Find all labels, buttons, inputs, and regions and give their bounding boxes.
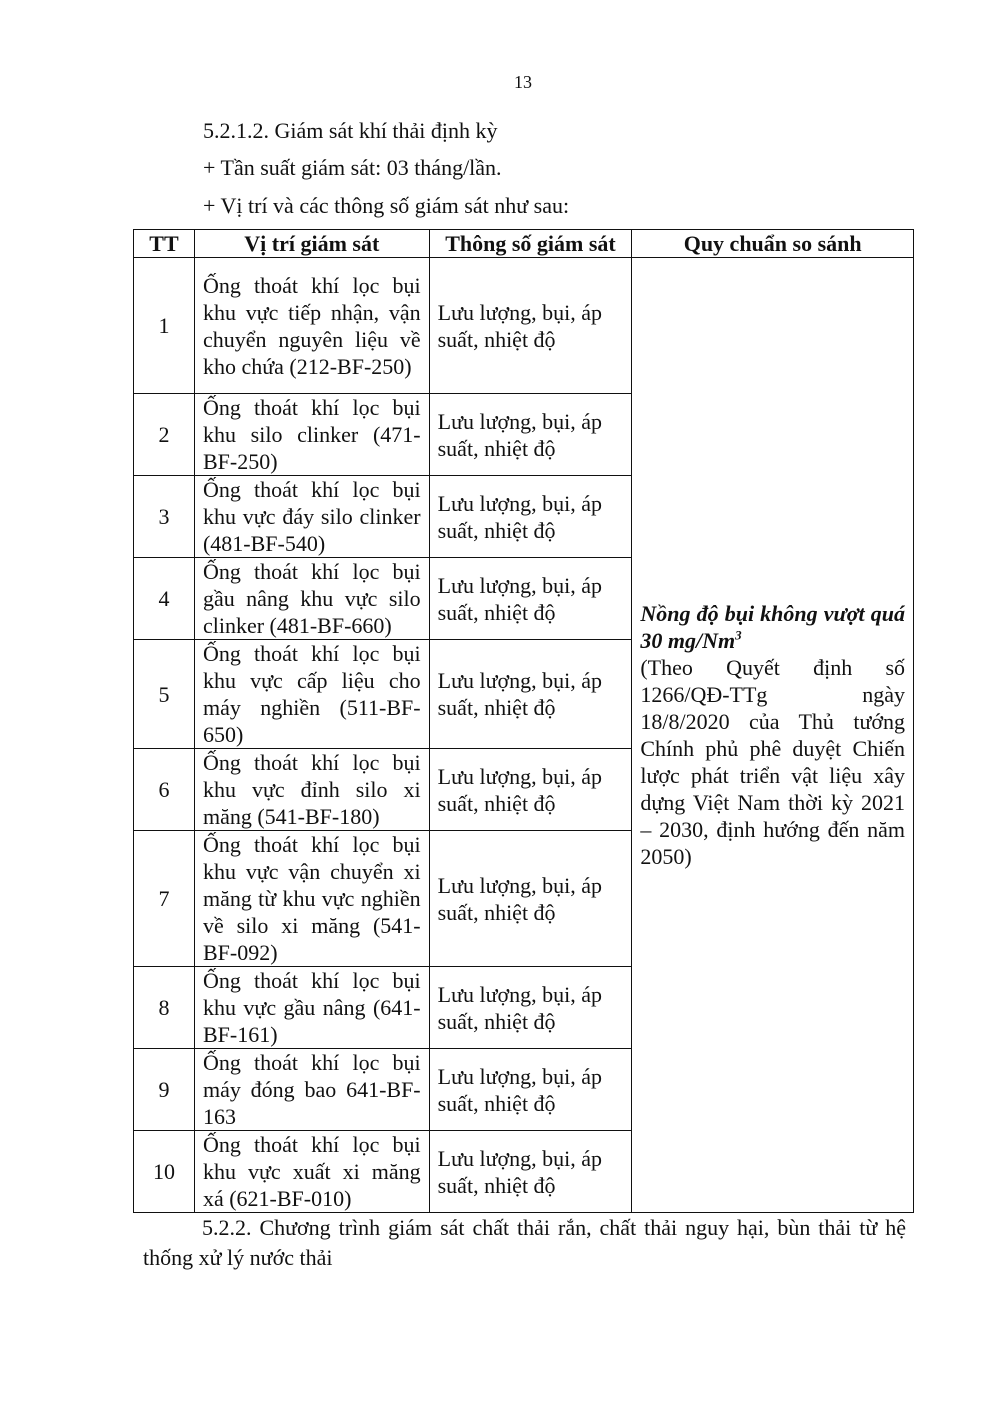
row-parameters: Lưu lượng, bụi, áp suất, nhiệt độ: [429, 258, 632, 394]
section-heading: 5.2.1.2. Giám sát khí thải định kỳ: [203, 118, 498, 143]
monitoring-table: [133, 229, 914, 1213]
table-row: [134, 258, 914, 394]
header-tt: TT: [134, 230, 195, 258]
standard-limit: [640, 600, 905, 654]
row-tt: 1: [134, 258, 195, 394]
standard-limit-text: Nồng độ bụi không vượt quá 30 mg/Nm: [640, 601, 905, 653]
row-location: Ống thoát khí lọc bụi gầu nâng khu vực silo clinker (481-BF-660): [194, 558, 429, 640]
page-number: 13: [514, 72, 532, 92]
row-tt: 10: [134, 1131, 195, 1213]
row-tt: 5: [134, 640, 195, 749]
row-location: Ống thoát khí lọc bụi khu vực đáy silo clinker (481-BF-540): [194, 476, 429, 558]
row-tt: 2: [134, 394, 195, 476]
row-tt: 7: [134, 831, 195, 967]
row-parameters: Lưu lượng, bụi, áp suất, nhiệt độ: [429, 640, 632, 749]
row-location: Ống thoát khí lọc bụi khu vực vận chuyển xi măng từ khu vực nghiền về silo xi măng (541-BF-092): [194, 831, 429, 967]
header-standard: Quy chuẩn so sánh: [632, 230, 914, 258]
next-section-heading: 5.2.2. Chương trình giám sát chất thải rắn, chất thải nguy hại, bùn thải từ hệ thống xử lý nước thải: [143, 1215, 906, 1270]
row-parameters: Lưu lượng, bụi, áp suất, nhiệt độ: [429, 967, 632, 1049]
intro-line: + Vị trí và các thông số giám sát như sau:: [203, 193, 570, 218]
standard-reference: (Theo Quyết định số 1266/QĐ-TTg ngày 18/8/2020 của Thủ tướng Chính phủ phê duyệt Chiến lược phát triển vật liệu xây dựng Việt Nam thời kỳ 2021 – 2030, định hướng đến năm 2050): [640, 655, 905, 869]
row-parameters: Lưu lượng, bụi, áp suất, nhiệt độ: [429, 394, 632, 476]
row-parameters: Lưu lượng, bụi, áp suất, nhiệt độ: [429, 558, 632, 640]
row-location: Ống thoát khí lọc bụi khu vực xuất xi măng xá (621-BF-010): [194, 1131, 429, 1213]
row-parameters: Lưu lượng, bụi, áp suất, nhiệt độ: [429, 831, 632, 967]
row-parameters: Lưu lượng, bụi, áp suất, nhiệt độ: [429, 1131, 632, 1213]
row-tt: 4: [134, 558, 195, 640]
row-parameters: Lưu lượng, bụi, áp suất, nhiệt độ: [429, 749, 632, 831]
row-parameters: Lưu lượng, bụi, áp suất, nhiệt độ: [429, 1049, 632, 1131]
row-tt: 8: [134, 967, 195, 1049]
standard-cell: [632, 258, 914, 1213]
row-tt: 3: [134, 476, 195, 558]
row-parameters: Lưu lượng, bụi, áp suất, nhiệt độ: [429, 476, 632, 558]
row-tt: 6: [134, 749, 195, 831]
row-location: Ống thoát khí lọc bụi khu vực tiếp nhận, vận chuyển nguyên liệu về kho chứa (212-BF-250): [194, 258, 429, 394]
header-parameters: Thông số giám sát: [429, 230, 632, 258]
row-tt: 9: [134, 1049, 195, 1131]
row-location: Ống thoát khí lọc bụi máy đóng bao 641-BF-163: [194, 1049, 429, 1131]
standard-limit-superscript: 3: [735, 627, 742, 643]
row-location: Ống thoát khí lọc bụi khu vực đỉnh silo xi măng (541-BF-180): [194, 749, 429, 831]
table-header-row: [134, 230, 914, 258]
header-location: Vị trí giám sát: [194, 230, 429, 258]
row-location: Ống thoát khí lọc bụi khu silo clinker (471-BF-250): [194, 394, 429, 476]
row-location: Ống thoát khí lọc bụi khu vực gầu nâng (641-BF-161): [194, 967, 429, 1049]
frequency-line: + Tần suất giám sát: 03 tháng/lần.: [203, 155, 502, 180]
row-location: Ống thoát khí lọc bụi khu vực cấp liệu cho máy nghiền (511-BF-650): [194, 640, 429, 749]
